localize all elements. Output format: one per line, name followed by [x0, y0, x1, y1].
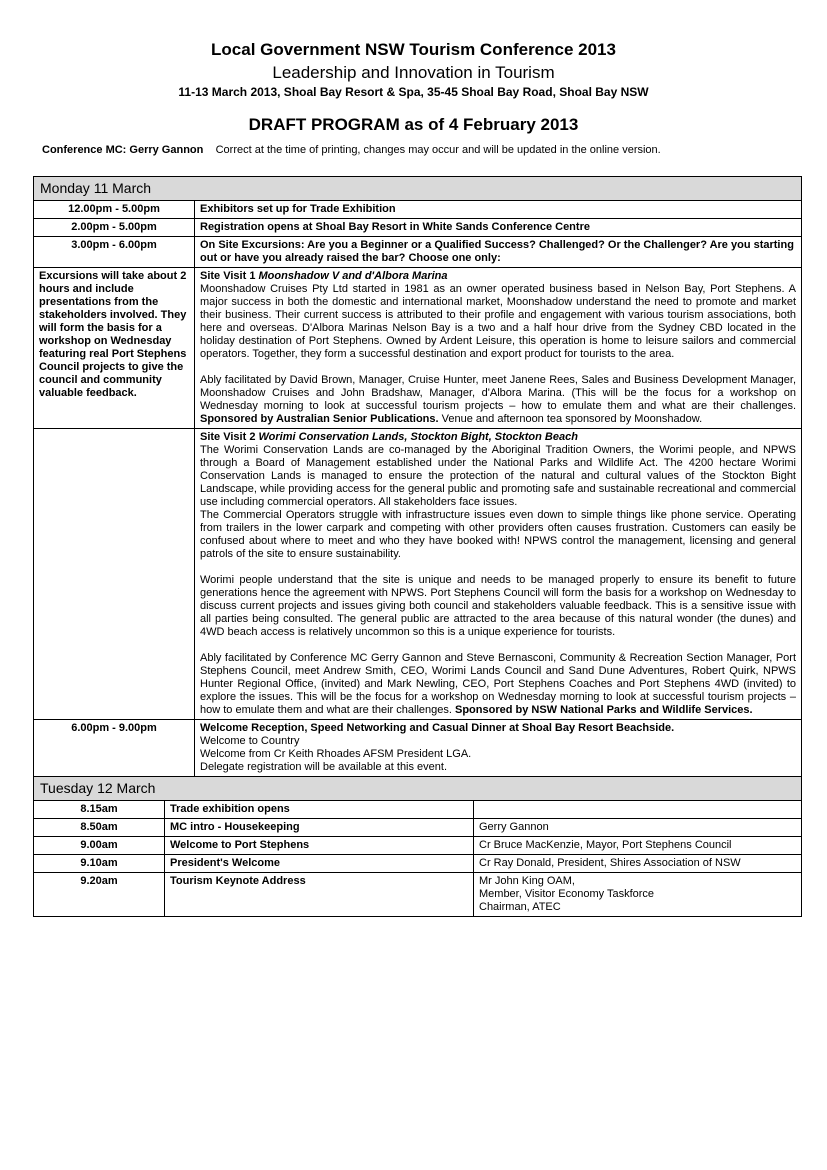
- table-row: [34, 720, 802, 777]
- conference-dates-venue: 11-13 March 2013, Shoal Bay Resort & Spa, 35-45 Shoal Bay Road, Shoal Bay NSW: [178, 85, 649, 99]
- site-visit-2-worimi: Worimi people understand that the site is unique and needs to be managed properly to ensure its benefit to future generations hence the agreement with NPWS. Port Stephens Council will form the basis for a workshop on Wednesday to discuss current projects and issues giving both council and stakeholders valuable feedback. This is a sensitive issue with all parties being consulted. The general public are attracted to the area because of this natural wonder (the dunes) and 4WD beach access is relatively uncommon so this is a unique experience for tourists.: [200, 574, 796, 638]
- session-event: Exhibitors set up for Trade Exhibition: [195, 201, 802, 219]
- site-visit-1-heading: [200, 270, 796, 283]
- site-visit-1-facilitators: [200, 374, 796, 426]
- site-visit-1-venue-note: Venue and afternoon tea sponsored by Moonshadow.: [441, 413, 703, 425]
- session-event: Trade exhibition opens: [165, 801, 474, 819]
- welcome-reception: [195, 720, 802, 777]
- session-speaker: Cr Bruce MacKenzie, Mayor, Port Stephens Council: [474, 837, 802, 855]
- table-row: [34, 201, 802, 219]
- session-event: Registration opens at Shoal Bay Resort in White Sands Conference Centre: [195, 219, 802, 237]
- site-visit-1-facilitators-text: Ably facilitated by David Brown, Manager, Cruise Hunter, meet Janene Rees, Sales and Business Development Manager, Moonshadow Cruises and John Bradshaw, Manager, d'Albora Marina. (This will be the focus for a workshop on Wednesday morning to look at successful tourism projects – how to emulate them and what are their challenges.: [200, 374, 796, 412]
- site-visit-2-operators: The Commercial Operators struggle with infrastructure issues even down to simple things like phone service. Operating from trailers in the lower carpark and competing with other providers often causes frustration. Customers can easily be confused about where to meet and who they have booked with! NPWS control the management, licensing and general patrols of the site to ensure sustainability.: [200, 509, 796, 560]
- table-row: [34, 837, 802, 855]
- monday-program-table: [33, 176, 802, 801]
- site-visit-2: [195, 429, 802, 720]
- session-time: 3.00pm - 6.00pm: [34, 237, 195, 268]
- site-visit-1-label: Site Visit 1: [200, 270, 256, 282]
- speaker-line: Chairman, ATEC: [479, 901, 561, 913]
- session-event: MC intro - Housekeeping: [165, 819, 474, 837]
- site-visit-2-name: Worimi Conservation Lands, Stockton Bight, Stockton Beach: [258, 431, 578, 443]
- site-visit-2-heading: [200, 431, 796, 444]
- table-row: [34, 429, 802, 720]
- speaker-line: Mr John King OAM,: [479, 875, 575, 887]
- table-row: [34, 855, 802, 873]
- site-visit-1-description: Moonshadow Cruises Pty Ltd started in 1981 as an owner operated business based in Nelson Bay, Port Stephens. A major success in both the domestic and international market, Moonshadow understand the need to promote and market their business. Their current success is attributed to their profile and engagement with various tourism associations, both here and overseas. D'Albora Marinas Nelson Bay is a two and a half hour drive from the Sydney CBD located in the holiday destination of Port Stephens. Owned by Ardent Leisure, this operation is home to leisure sailors and commercial operators. Together, they form a successful destination and export product for tourists to the area.: [200, 283, 796, 360]
- welcome-reception-line: Welcome to Country: [200, 735, 300, 747]
- welcome-reception-line: Welcome from Cr Keith Rhoades AFSM President LGA.: [200, 748, 472, 760]
- day-heading-monday: Monday 11 March: [34, 177, 802, 201]
- session-time: 9.20am: [34, 873, 165, 917]
- session-speaker: [474, 801, 802, 819]
- table-row: [34, 219, 802, 237]
- empty-side-cell: [34, 429, 195, 720]
- site-visit-1: [195, 268, 802, 429]
- session-event: Tourism Keynote Address: [165, 873, 474, 917]
- session-event: On Site Excursions: Are you a Beginner or a Qualified Success? Challenged? Or the Challenger? Are you starting out or have you already raised the bar? Choose one only:: [195, 237, 802, 268]
- table-row: [34, 237, 802, 268]
- conference-title: Local Government NSW Tourism Conference 2013: [211, 40, 616, 59]
- tuesday-program-table: [33, 800, 802, 917]
- session-time: 2.00pm - 5.00pm: [34, 219, 195, 237]
- welcome-reception-line: Delegate registration will be available at this event.: [200, 761, 448, 773]
- site-visit-2-facilitators-text: Ably facilitated by Conference MC Gerry Gannon and Steve Bernasconi, Community & Recreation Section Manager, Port Stephens Council, meet Andrew Smith, CEO, Worimi Lands Council and Sand Dune Adventures, Robert Quirk, NPWS Hunter Regional Office, (invited) and Mark Newling, CEO, Port Stephens Coaches and Port Stephens 4WD (invited) to explore the issues. This will be the focus for a workshop on Wednesday morning to look at successful tourism projects – how to emulate them and what are their challenges.: [200, 652, 796, 716]
- site-visit-1-name: Moonshadow V and d'Albora Marina: [258, 270, 448, 282]
- table-row: [34, 801, 802, 819]
- session-time: 6.00pm - 9.00pm: [34, 720, 195, 777]
- table-row: [34, 819, 802, 837]
- session-speaker: [474, 873, 802, 917]
- welcome-reception-title: Welcome Reception, Speed Networking and Casual Dinner at Shoal Bay Resort Beachside.: [200, 722, 675, 734]
- program-title: DRAFT PROGRAM as of 4 February 2013: [248, 115, 579, 134]
- speaker-line: Member, Visitor Economy Taskforce: [479, 888, 655, 900]
- site-visit-2-description: The Worimi Conservation Lands are co-managed by the Aboriginal Tradition Owners, the Worimi people, and NPWS through a Board of Management established under the National Parks and Wildlife Act. The 4200 hectare Worimi Conservation Lands is managed to ensure the protection of the natural and cultural values of the Stockton Bight Landscape, while providing access for the general public and promoting safe and sustainable recreational and commercial use including commercial operators. All stakeholders face issues.: [200, 444, 796, 508]
- site-visit-2-label: Site Visit 2: [200, 431, 256, 443]
- session-time: 12.00pm - 5.00pm: [34, 201, 195, 219]
- table-row: [34, 873, 802, 917]
- session-time: 8.50am: [34, 819, 165, 837]
- mc-label: Conference MC: Gerry Gannon: [42, 144, 204, 156]
- printing-notice: Correct at the time of printing, changes may occur and will be updated in the online version.: [215, 144, 661, 156]
- table-row: [34, 268, 802, 429]
- session-event: President's Welcome: [165, 855, 474, 873]
- day-heading-tuesday: Tuesday 12 March: [34, 777, 802, 801]
- mc-line: [42, 144, 661, 156]
- session-event: Welcome to Port Stephens: [165, 837, 474, 855]
- site-visit-1-sponsor: Sponsored by Australian Senior Publications.: [200, 413, 439, 425]
- site-visit-2-sponsor: Sponsored by NSW National Parks and Wildlife Services.: [455, 704, 753, 716]
- session-time: 9.10am: [34, 855, 165, 873]
- session-speaker: Cr Ray Donald, President, Shires Association of NSW: [474, 855, 802, 873]
- site-visit-2-facilitators: [200, 652, 796, 717]
- conference-subtitle: Leadership and Innovation in Tourism: [272, 63, 555, 82]
- session-time: 9.00am: [34, 837, 165, 855]
- session-speaker: Gerry Gannon: [474, 819, 802, 837]
- excursion-side-note: Excursions will take about 2 hours and include presentations from the stakeholders involved. They will form the basis for a workshop on Wednesday featuring real Port Stephens Council projects to give the council and community valuable feedback.: [34, 268, 195, 429]
- session-time: 8.15am: [34, 801, 165, 819]
